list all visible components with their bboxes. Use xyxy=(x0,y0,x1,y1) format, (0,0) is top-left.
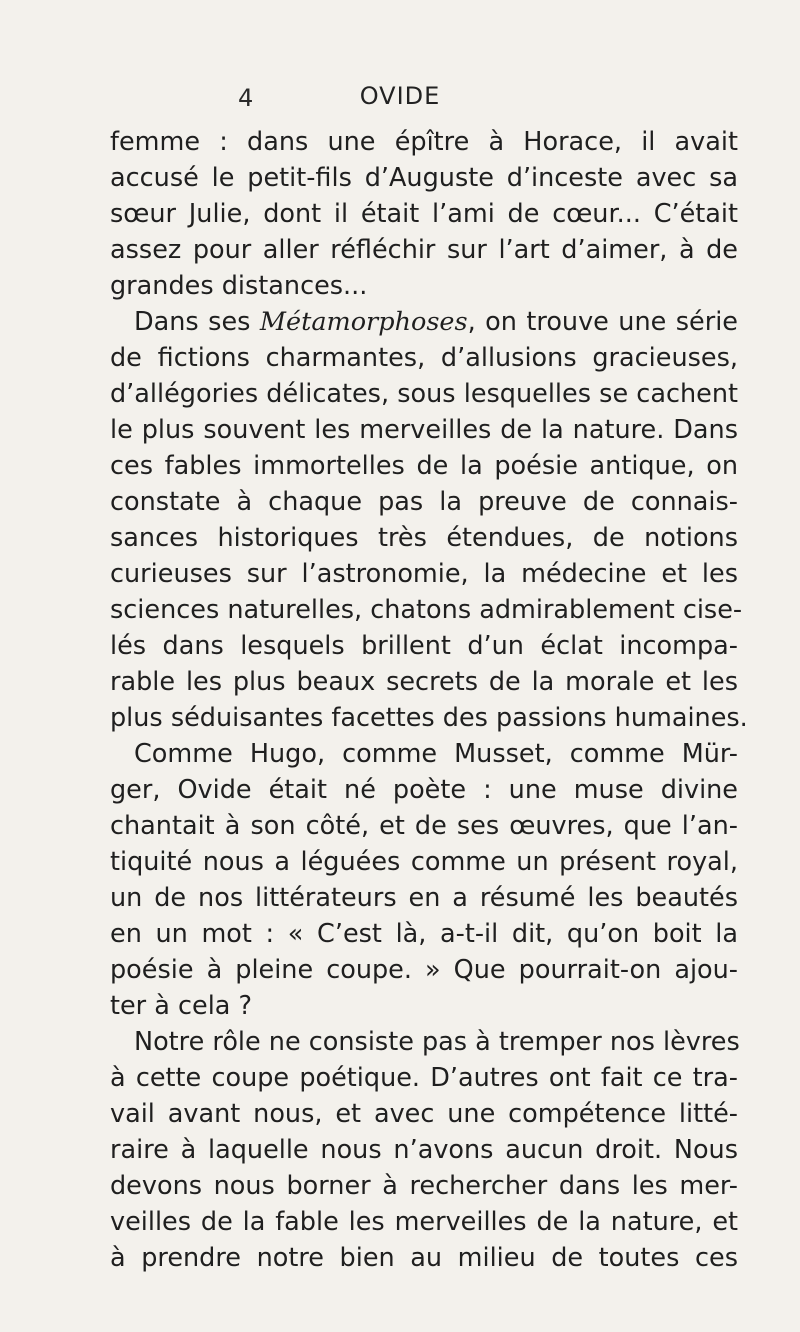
text-line: poésie à pleine coupe. » Que pourrait-on ajou- xyxy=(110,955,738,985)
text-line: Notre rôle ne consiste pas à tremper nos lèvres xyxy=(134,1027,740,1057)
text-line: un de nos littérateurs en a résumé les beautés xyxy=(110,883,738,913)
text-line: ger, Ovide était né poète : une muse divine xyxy=(110,775,738,805)
text-line: assez pour aller réfléchir sur l’art d’aimer, à de xyxy=(110,235,738,265)
text-line: ces fables immortelles de la poésie antique, on xyxy=(110,451,738,481)
text-line: vail avant nous, et avec une compétence litté- xyxy=(110,1099,738,1129)
body-text xyxy=(110,124,748,1276)
text-line: tiquité nous a léguées comme un présent royal, xyxy=(110,847,738,877)
book-title-italic: Métamorphoses xyxy=(259,307,468,337)
text-line: de fictions charmantes, d’allusions gracieuses, xyxy=(110,343,738,373)
text-line: grandes distances... xyxy=(110,271,368,301)
text-line: chantait à son côté, et de ses œuvres, que l’an- xyxy=(110,811,738,841)
text-line: accusé le petit-fils d’Auguste d’inceste avec sa xyxy=(110,163,738,193)
text-line: plus séduisantes facettes des passions humaines. xyxy=(110,703,748,733)
text-line: rable les plus beaux secrets de la morale et les xyxy=(110,667,738,697)
page-number: 4 xyxy=(238,84,254,112)
text-line: femme : dans une épître à Horace, il avait xyxy=(110,127,738,157)
text-fragment: , on trouve une série xyxy=(467,307,738,337)
text-line: constate à chaque pas la preuve de connais- xyxy=(110,487,738,517)
text-line: sances historiques très étendues, de notions xyxy=(110,523,738,553)
running-title: OVIDE xyxy=(359,82,441,110)
text-line: curieuses sur l’astronomie, la médecine et les xyxy=(110,559,738,589)
text-line: veilles de la fable les merveilles de la nature, et xyxy=(110,1207,738,1237)
text-line: en un mot : « C’est là, a-t-il dit, qu’on boit la xyxy=(110,919,738,949)
text-line: devons nous borner à rechercher dans les mer- xyxy=(110,1171,738,1201)
text-line: lés dans lesquels brillent d’un éclat incompa- xyxy=(110,631,738,661)
text-line: sciences naturelles, chatons admirablement cise- xyxy=(110,595,743,625)
text-line: le plus souvent les merveilles de la nature. Dans xyxy=(110,415,738,445)
text-line: sœur Julie, dont il était l’ami de cœur... C’était xyxy=(110,199,738,229)
text-line: à prendre notre bien au milieu de toutes ces xyxy=(110,1243,738,1273)
text-fragment: Dans ses xyxy=(134,307,260,337)
text-line: à cette coupe poétique. D’autres ont fait ce tra- xyxy=(110,1063,738,1093)
text-line: d’allégories délicates, sous lesquelles se cachent xyxy=(110,379,738,409)
text-line: ter à cela ? xyxy=(110,991,253,1021)
text-line: Comme Hugo, comme Musset, comme Mür- xyxy=(134,739,738,769)
text-line-with-title xyxy=(110,304,738,340)
text-line: raire à laquelle nous n’avons aucun droit. Nous xyxy=(110,1135,738,1165)
